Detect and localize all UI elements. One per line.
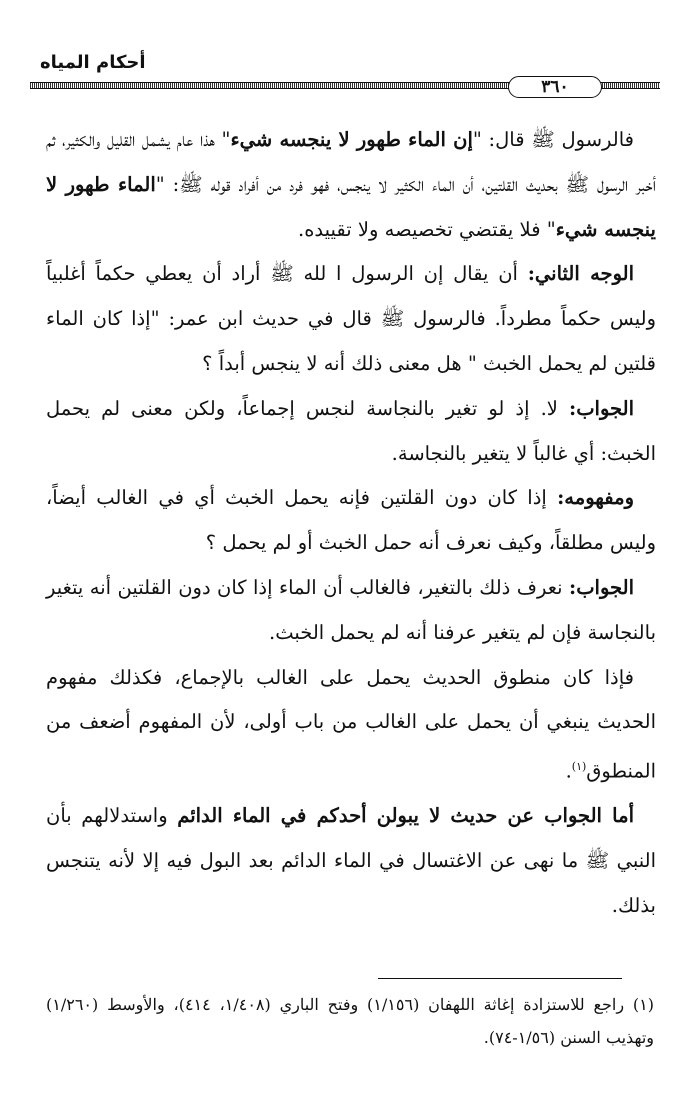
footnote-marker: (١) [632, 995, 655, 1014]
p5-text: نعرف ذلك بالتغير، فالغالب أن الماء إذا كان دون القلتين أنه يتغير بالنجاسة فإن لم يتغير عرفنا أنه لم يحمل الخبث. [46, 575, 656, 644]
p1-text-a: فالرسول ﷺ قال: " [472, 128, 634, 151]
p7-text: واستدلالهم بأن النبي ﷺ ما نهى عن الاغتسال في الماء الدائم بعد البول فيه إلا لأنه يتنجس بذلك. [46, 804, 656, 918]
hadith-quote-1: إن الماء طهور لا ينجسه شيء [230, 128, 473, 151]
paragraph-5 [46, 566, 656, 656]
paragraph-6 [46, 656, 656, 795]
book-title: أحكام المياه [40, 52, 146, 73]
paragraph-3 [46, 387, 656, 477]
page-number: ٣٦٠ [508, 76, 602, 98]
p1-text-e: " فلا يقتضي تخصيصه ولا تقييده. [298, 217, 556, 241]
paragraph-7 [46, 794, 656, 928]
paragraph-2 [46, 252, 656, 386]
footnote-text: راجع للاستزادة إغاثة اللهفان (١/١٥٦) وفتح الباري (١/٤٠٨، ٤١٤)، والأوسط (١/٢٦٠) وتهذيب السنن (١/٥٦-٧٤). [46, 995, 654, 1047]
footnote-ref-1[interactable]: (١) [571, 760, 587, 774]
answer-heading: أما الجواب عن حديث لا يبولن أحدكم في الماء الدائم [177, 804, 634, 828]
p2-text: أن يقال إن الرسول ا لله ﷺ أراد أن يعطي حكماً أغلبياً وليس حكماً مطرداً. فالرسول ﷺ قال في حديث ابن عمر: "إذا كان الماء قلتين لم يحمل الخبث " هل معنى ذلك أنه لا ينجس أبداً ؟ [46, 262, 656, 375]
p3-text: لا. إذ لو تغير بالنجاسة لنجس إجماعاً، ولكن معنى لم يحمل الخبث: أي غالباً لا يتغير بالنجاسة. [46, 396, 656, 465]
main-text [46, 118, 656, 929]
implication-label: ومفهومه: [557, 486, 634, 510]
p4-text: إذا كان دون القلتين فإنه يحمل الخبث أي في الغالب أيضاً، وليس مطلقاً، وكيف نعرف أنه حمل الخبث أو لم يحمل ؟ [46, 486, 656, 555]
paragraph-1 [46, 118, 656, 252]
answer-label-1: الجواب: [569, 396, 634, 420]
paragraph-4 [46, 476, 656, 566]
p1-text-c: " هذا عام يشمل القليل والكثير، ثم أخبر الرسول ﷺ بحديث القلتين، أن الماء الكثير لا ينجس، فهو فرد من أفراد قوله ﷺ: " [46, 128, 656, 196]
answer-label-2: الجواب: [569, 575, 634, 599]
p6-text: فإذا كان منطوق الحديث يحمل على الغالب بالإجماع، فكذلك مفهوم الحديث ينبغي أن يحمل على الغالب من باب أولى، لأن المفهوم أضعف من المنطوق [46, 665, 656, 783]
footnote-divider [378, 978, 622, 979]
page-header [30, 46, 660, 96]
footnotes [46, 988, 654, 1054]
hadith-quote-2: الماء طهور لا ينجسه شيء [46, 172, 656, 241]
p6-end: . [565, 759, 572, 783]
second-aspect-label: الوجه الثاني: [527, 262, 635, 286]
